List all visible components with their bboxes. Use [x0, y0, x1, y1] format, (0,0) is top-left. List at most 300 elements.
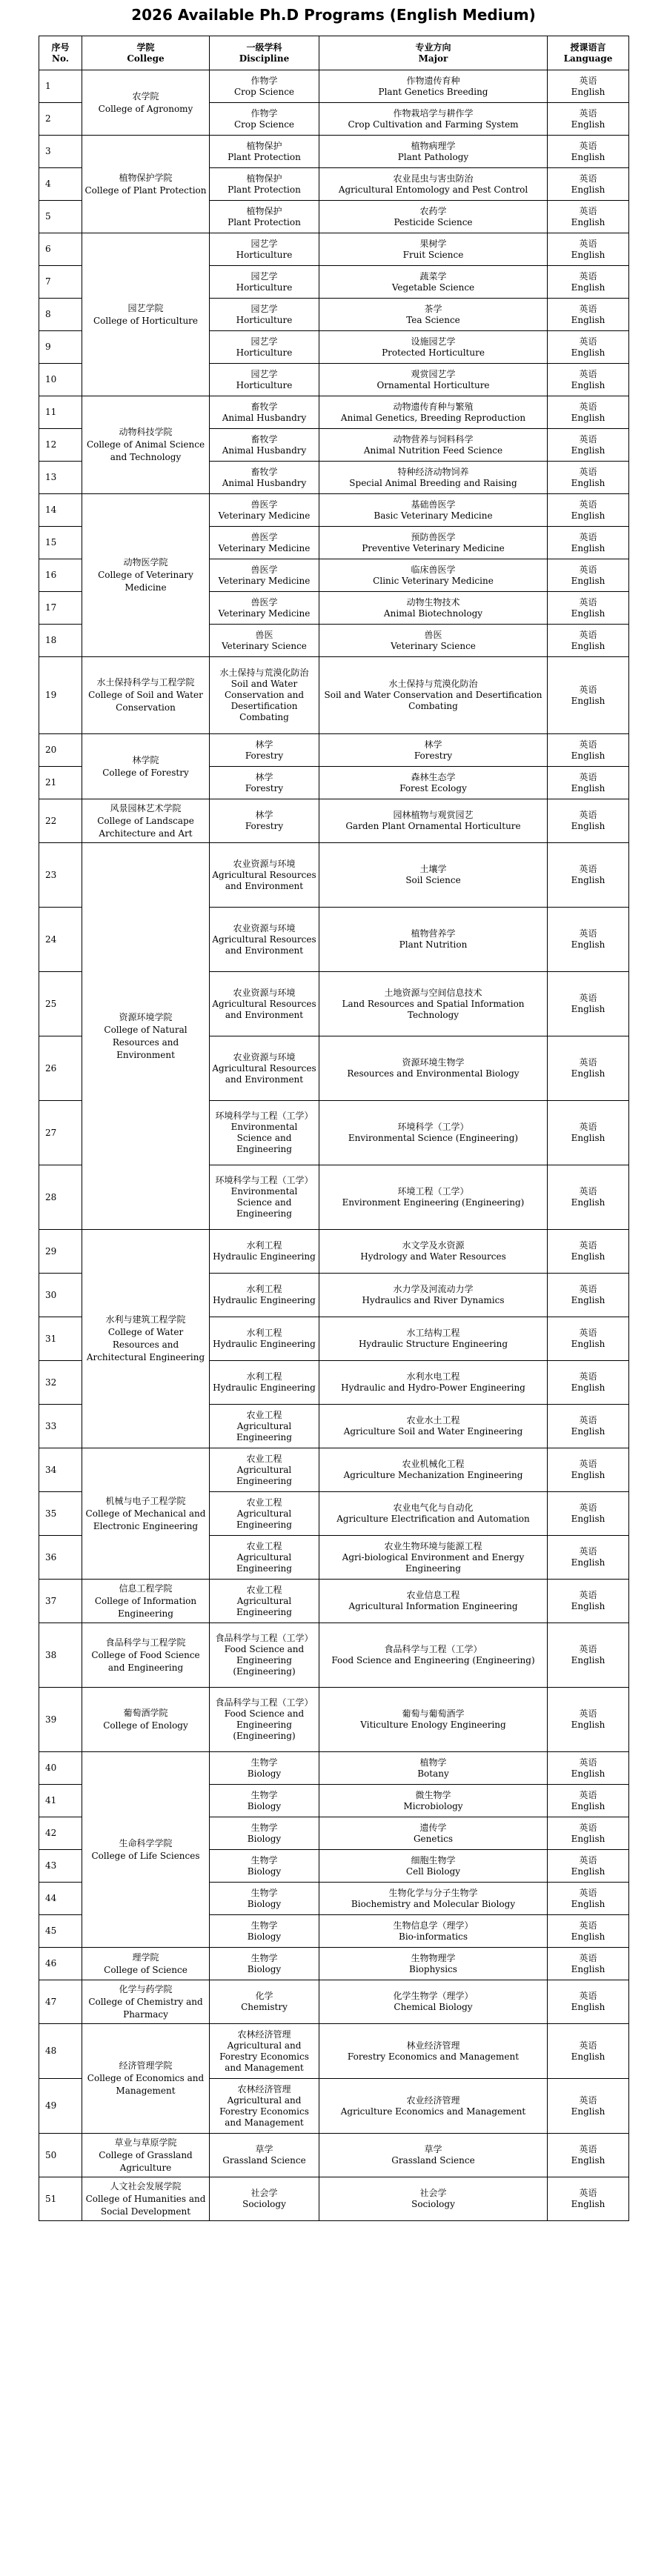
- row-number: 32: [39, 1361, 82, 1405]
- college-name-zh: 信息工程学院: [119, 1582, 173, 1594]
- header-language: [548, 36, 629, 70]
- college-name-zh: 资源环境学院: [119, 1011, 173, 1022]
- discipline-name-en: Agricultural Engineering: [236, 1464, 292, 1486]
- row-number: 15: [39, 527, 82, 559]
- discipline-name-zh: 兽医: [255, 629, 273, 640]
- discipline-name-zh: 农业工程: [246, 1540, 282, 1551]
- discipline-name-zh: 畜牧学: [250, 401, 278, 412]
- header-college-en: College: [127, 53, 165, 64]
- discipline-cell: [210, 299, 319, 331]
- language-cell: [548, 527, 629, 559]
- college-name-zh: 葡萄酒学院: [123, 1708, 168, 1718]
- language-cell: [548, 1361, 629, 1405]
- major-name-en: Botany: [417, 1768, 449, 1779]
- major-name-en: Veterinary Science: [391, 640, 476, 651]
- discipline-name-en: Horticulture: [236, 249, 293, 260]
- discipline-cell: [210, 559, 319, 592]
- discipline-name-en: Plant Protection: [228, 184, 301, 195]
- major-name-zh: 森林生态学: [411, 771, 456, 782]
- major-cell: [319, 1752, 548, 1785]
- discipline-cell: [210, 1623, 319, 1688]
- language-name-zh: 英语: [579, 810, 597, 820]
- language-cell: [548, 1165, 629, 1230]
- table-row: [39, 1580, 629, 1623]
- row-number: 36: [39, 1536, 82, 1580]
- major-name-en: Hydrology and Water Resources: [360, 1251, 506, 1262]
- college-name-en: College of Agronomy: [98, 103, 193, 114]
- major-cell: [319, 364, 548, 396]
- language-name-en: English: [571, 640, 605, 651]
- table-row: [39, 2177, 629, 2221]
- language-name-en: English: [571, 875, 605, 885]
- major-name-en: Grassland Science: [391, 2155, 475, 2166]
- table-row: [39, 1688, 629, 1752]
- discipline-name-zh: 水利工程: [246, 1284, 282, 1294]
- major-cell: [319, 1883, 548, 1915]
- language-cell: [548, 1688, 629, 1752]
- discipline-name-zh: 植物保护: [246, 173, 282, 184]
- discipline-name-zh: 生物学: [250, 1757, 278, 1768]
- language-cell: [548, 1101, 629, 1165]
- major-name-en: Biochemistry and Molecular Biology: [351, 1898, 516, 1909]
- college-name-zh: 机械与电子工程学院: [105, 1495, 186, 1506]
- major-cell: [319, 1817, 548, 1850]
- discipline-cell: [210, 1230, 319, 1274]
- language-name-en: English: [571, 608, 605, 619]
- table-row: [39, 396, 629, 429]
- header-major-zh: 专业方向: [415, 41, 451, 53]
- major-cell: [319, 799, 548, 843]
- discipline-name-zh: 农业工程: [246, 1584, 282, 1595]
- discipline-name-en: Environmental Science and Engineering: [230, 1186, 298, 1219]
- language-name-en: English: [571, 1720, 605, 1730]
- college-name-en: College of Economics and Management: [87, 2073, 205, 2096]
- major-name-zh: 预防兽医学: [411, 531, 456, 542]
- major-cell: [319, 201, 548, 233]
- major-cell: [319, 1036, 548, 1101]
- discipline-name-zh: 作物学: [250, 75, 278, 86]
- language-name-en: English: [571, 1601, 605, 1611]
- language-name-en: English: [571, 2155, 605, 2166]
- major-cell: [319, 1317, 548, 1361]
- language-cell: [548, 494, 629, 527]
- language-cell: [548, 972, 629, 1036]
- language-name-en: English: [571, 1197, 605, 1208]
- discipline-cell: [210, 2134, 319, 2177]
- major-cell: [319, 103, 548, 136]
- major-name-zh: 作物栽培学与耕作学: [393, 107, 474, 119]
- discipline-name-zh: 园艺学: [250, 368, 278, 379]
- major-cell: [319, 1274, 548, 1317]
- discipline-name-en: Sociology: [242, 2199, 286, 2209]
- discipline-name-zh: 生物学: [250, 1920, 278, 1931]
- major-cell: [319, 908, 548, 972]
- major-name-en: Agriculture Soil and Water Engineering: [343, 1426, 523, 1437]
- college-name-zh: 风景园林艺术学院: [110, 802, 182, 813]
- language-name-zh: 英语: [579, 1757, 597, 1768]
- discipline-cell: [210, 1817, 319, 1850]
- language-name-zh: 英语: [579, 205, 597, 216]
- discipline-name-zh: 水利工程: [246, 1328, 282, 1338]
- language-name-zh: 英语: [579, 303, 597, 314]
- language-name-en: English: [571, 1133, 605, 1143]
- major-cell: [319, 625, 548, 657]
- college-cell: [82, 1688, 210, 1752]
- major-name-zh: 基础兽医学: [411, 499, 456, 510]
- language-cell: [548, 1448, 629, 1492]
- discipline-cell: [210, 625, 319, 657]
- language-name-en: English: [571, 2051, 605, 2062]
- language-cell: [548, 1492, 629, 1536]
- discipline-name-en: Forestry: [245, 750, 284, 761]
- major-name-zh: 生物化学与分子生物学: [388, 1887, 478, 1898]
- language-name-zh: 英语: [579, 368, 597, 379]
- college-name-en: College of Grassland Agriculture: [99, 2149, 193, 2173]
- language-name-zh: 英语: [579, 466, 597, 477]
- language-name-en: English: [571, 1426, 605, 1437]
- row-number: 35: [39, 1492, 82, 1536]
- language-cell: [548, 1036, 629, 1101]
- language-name-en: English: [571, 939, 605, 950]
- discipline-cell: [210, 396, 319, 429]
- language-name-zh: 英语: [579, 270, 597, 282]
- college-name-en: College of Enology: [103, 1720, 188, 1731]
- discipline-name-en: Hydraulic Engineering: [213, 1251, 316, 1262]
- language-cell: [548, 396, 629, 429]
- major-name-en: Crop Cultivation and Farming System: [348, 119, 519, 130]
- row-number: 48: [39, 2024, 82, 2079]
- discipline-cell: [210, 1536, 319, 1580]
- major-name-en: Forestry Economics and Management: [347, 2051, 520, 2062]
- major-name-en: Agriculture Electrification and Automation: [336, 1514, 530, 1524]
- language-cell: [548, 1883, 629, 1915]
- discipline-name-en: Agricultural Engineering: [236, 1508, 292, 1530]
- college-name-zh: 生命科学学院: [119, 1837, 173, 1848]
- major-name-zh: 林学: [424, 739, 442, 750]
- major-cell: [319, 1850, 548, 1883]
- discipline-name-zh: 畜牧学: [250, 433, 278, 445]
- discipline-name-en: Biology: [247, 1866, 282, 1877]
- discipline-name-zh: 园艺学: [250, 270, 278, 282]
- major-name-en: Vegetable Science: [391, 282, 475, 293]
- discipline-name-zh: 畜牧学: [250, 466, 278, 477]
- row-number: 49: [39, 2079, 82, 2134]
- major-cell: [319, 299, 548, 331]
- discipline-name-zh: 园艺学: [250, 336, 278, 347]
- language-cell: [548, 799, 629, 843]
- major-cell: [319, 396, 548, 429]
- major-name-en: Bio-informatics: [399, 1931, 468, 1942]
- discipline-name-zh: 食品科学与工程（工学）: [215, 1697, 313, 1708]
- major-name-zh: 资源环境生物学: [402, 1057, 465, 1068]
- discipline-cell: [210, 2079, 319, 2134]
- discipline-cell: [210, 168, 319, 201]
- row-number: 19: [39, 657, 82, 734]
- table-row: [39, 2134, 629, 2177]
- discipline-name-zh: 林学: [255, 739, 273, 750]
- discipline-cell: [210, 657, 319, 734]
- major-name-zh: 水工结构工程: [406, 1328, 460, 1338]
- discipline-name-zh: 园艺学: [250, 303, 278, 314]
- language-cell: [548, 625, 629, 657]
- discipline-cell: [210, 462, 319, 494]
- table-row: [39, 233, 629, 266]
- discipline-cell: [210, 1036, 319, 1101]
- language-name-zh: 英语: [579, 1822, 597, 1833]
- major-name-zh: 土壤学: [419, 864, 447, 874]
- discipline-name-en: Veterinary Medicine: [218, 542, 311, 553]
- major-name-zh: 环境科学（工学）: [397, 1122, 469, 1132]
- major-cell: [319, 2177, 548, 2221]
- discipline-cell: [210, 1317, 319, 1361]
- language-cell: [548, 1405, 629, 1448]
- discipline-cell: [210, 1980, 319, 2024]
- language-cell: [548, 331, 629, 364]
- discipline-name-en: Horticulture: [236, 379, 293, 390]
- language-cell: [548, 1752, 629, 1785]
- language-cell: [548, 843, 629, 908]
- major-name-zh: 植物学: [419, 1757, 447, 1768]
- college-name-en: College of Food Science and Engineering: [91, 1649, 200, 1673]
- table-row: [39, 734, 629, 767]
- discipline-name-zh: 草学: [255, 2144, 273, 2154]
- college-name-en: College of Mechanical and Electronic Engineering: [85, 1508, 206, 1531]
- discipline-name-zh: 园艺学: [250, 238, 278, 249]
- major-name-en: Microbiology: [403, 1800, 463, 1811]
- major-name-zh: 土地资源与空间信息技术: [384, 987, 482, 998]
- language-cell: [548, 201, 629, 233]
- language-cell: [548, 233, 629, 266]
- major-name-en: Animal Genetics, Breeding Reproduction: [340, 412, 526, 423]
- college-name-zh: 水利与建筑工程学院: [105, 1314, 186, 1325]
- header-discipline-en: Discipline: [239, 53, 290, 64]
- language-name-en: English: [571, 216, 605, 227]
- language-name-zh: 英语: [579, 564, 597, 575]
- major-name-zh: 社会学: [419, 2188, 447, 2198]
- discipline-name-en: Agricultural and Forestry Economics and Management: [219, 2094, 309, 2128]
- table-row: [39, 136, 629, 168]
- language-name-zh: 英语: [579, 1502, 597, 1513]
- major-cell: [319, 2134, 548, 2177]
- college-name-zh: 农学院: [132, 90, 159, 101]
- major-cell: [319, 1948, 548, 1980]
- college-name-en: College of Animal Science and Technology: [86, 439, 205, 462]
- major-name-en: Biophysics: [409, 1963, 457, 1974]
- major-name-en: Fruit Science: [402, 249, 464, 260]
- discipline-cell: [210, 799, 319, 843]
- row-number: 50: [39, 2134, 82, 2177]
- discipline-cell: [210, 1165, 319, 1230]
- table-row: [39, 843, 629, 908]
- discipline-cell: [210, 734, 319, 767]
- major-name-en: Agri-biological Environment and Energy Engineering: [342, 1551, 525, 1574]
- major-name-zh: 观赏园艺学: [411, 368, 456, 379]
- major-name-zh: 动物生物技术: [406, 596, 460, 608]
- major-name-en: Clinic Veterinary Medicine: [373, 575, 494, 586]
- language-cell: [548, 1948, 629, 1980]
- language-name-zh: 英语: [579, 2188, 597, 2198]
- header-college: [82, 36, 210, 70]
- row-number: 10: [39, 364, 82, 396]
- major-name-zh: 农业经济管理: [406, 2094, 460, 2106]
- discipline-cell: [210, 1361, 319, 1405]
- row-number: 26: [39, 1036, 82, 1101]
- programs-table: [39, 36, 629, 2221]
- discipline-cell: [210, 1448, 319, 1492]
- row-number: 39: [39, 1688, 82, 1752]
- row-number: 38: [39, 1623, 82, 1688]
- discipline-name-en: Forestry: [245, 821, 284, 831]
- college-name-en: College of Chemistry and Pharmacy: [88, 1996, 203, 2020]
- major-cell: [319, 592, 548, 625]
- header-major-en: Major: [418, 53, 448, 64]
- discipline-name-en: Agricultural Resources and Environment: [212, 998, 316, 1020]
- major-name-en: Protected Horticulture: [382, 347, 485, 358]
- language-name-zh: 英语: [579, 1415, 597, 1425]
- language-name-zh: 英语: [579, 1284, 597, 1294]
- language-name-en: English: [571, 379, 605, 390]
- major-name-zh: 生物信息学（理学）: [393, 1920, 474, 1931]
- discipline-cell: [210, 1688, 319, 1752]
- major-cell: [319, 527, 548, 559]
- discipline-cell: [210, 331, 319, 364]
- discipline-name-en: Biology: [247, 1768, 282, 1779]
- major-name-zh: 农业生物环境与能源工程: [384, 1540, 482, 1551]
- language-name-en: English: [571, 1382, 605, 1393]
- language-name-zh: 英语: [579, 173, 597, 184]
- language-cell: [548, 2177, 629, 2221]
- discipline-name-en: Veterinary Medicine: [218, 608, 311, 619]
- language-cell: [548, 462, 629, 494]
- row-number: 28: [39, 1165, 82, 1230]
- row-number: 29: [39, 1230, 82, 1274]
- college-name-en: College of Horticulture: [93, 315, 199, 326]
- major-name-zh: 设施园艺学: [411, 336, 456, 347]
- college-name-zh: 园艺学院: [127, 302, 164, 313]
- major-name-zh: 林业经济管理: [406, 2040, 460, 2051]
- language-cell: [548, 1580, 629, 1623]
- discipline-name-en: Horticulture: [236, 347, 293, 358]
- language-name-en: English: [571, 184, 605, 195]
- major-cell: [319, 70, 548, 103]
- discipline-name-zh: 生物学: [250, 1887, 278, 1898]
- major-name-en: Plant Nutrition: [399, 939, 468, 950]
- discipline-name-zh: 环境科学与工程（工学）: [215, 1175, 313, 1185]
- major-cell: [319, 843, 548, 908]
- language-cell: [548, 2079, 629, 2134]
- language-name-zh: 英语: [579, 1590, 597, 1600]
- major-name-zh: 水文学及水资源: [402, 1240, 465, 1251]
- major-cell: [319, 1101, 548, 1165]
- row-number: 24: [39, 908, 82, 972]
- header-no-zh: 序号: [51, 41, 70, 53]
- major-cell: [319, 494, 548, 527]
- row-number: 31: [39, 1317, 82, 1361]
- major-name-zh: 农业机械化工程: [402, 1459, 465, 1469]
- language-name-zh: 英语: [579, 1459, 597, 1469]
- discipline-name-zh: 生物学: [250, 1789, 278, 1800]
- row-number: 42: [39, 1817, 82, 1850]
- college-name-zh: 经济管理学院: [119, 2060, 173, 2071]
- college-name-en: College of Soil and Water Conservation: [88, 690, 203, 713]
- major-cell: [319, 1448, 548, 1492]
- language-name-zh: 英语: [579, 2094, 597, 2106]
- major-name-zh: 农业昆虫与害虫防治: [393, 173, 474, 184]
- language-cell: [548, 657, 629, 734]
- language-name-zh: 英语: [579, 928, 597, 939]
- college-name-zh: 动物科技学院: [119, 427, 173, 437]
- discipline-name-en: Animal Husbandry: [222, 445, 307, 456]
- language-cell: [548, 767, 629, 799]
- major-name-en: Environment Engineering (Engineering): [342, 1197, 525, 1208]
- language-name-zh: 英语: [579, 684, 597, 695]
- table-row: [39, 1623, 629, 1688]
- college-name-en: College of Humanities and Social Development: [85, 2193, 206, 2217]
- row-number: 2: [39, 103, 82, 136]
- language-name-en: English: [571, 347, 605, 358]
- header-college-zh: 学院: [136, 41, 155, 53]
- discipline-cell: [210, 908, 319, 972]
- discipline-name-zh: 兽医学: [250, 531, 278, 542]
- discipline-name-zh: 农业资源与环境: [233, 922, 296, 933]
- major-name-zh: 农业水土工程: [406, 1415, 460, 1425]
- header-discipline: [210, 36, 319, 70]
- language-cell: [548, 592, 629, 625]
- major-name-zh: 生物物理学: [411, 1952, 456, 1963]
- row-number: 7: [39, 266, 82, 299]
- language-name-zh: 英语: [579, 1122, 597, 1132]
- major-name-en: Agriculture Economics and Management: [340, 2106, 526, 2117]
- language-name-en: English: [571, 282, 605, 293]
- row-number: 5: [39, 201, 82, 233]
- discipline-cell: [210, 233, 319, 266]
- discipline-name-zh: 农业资源与环境: [233, 987, 296, 998]
- discipline-name-en: Agricultural Resources and Environment: [212, 1062, 316, 1085]
- discipline-name-zh: 水利工程: [246, 1240, 282, 1251]
- language-cell: [548, 103, 629, 136]
- page-title: 2026 Available Ph.D Programs (English Medium): [131, 6, 536, 24]
- discipline-cell: [210, 103, 319, 136]
- discipline-name-zh: 水利工程: [246, 1371, 282, 1382]
- major-name-en: Animal Nutrition Feed Science: [363, 445, 503, 456]
- major-cell: [319, 972, 548, 1036]
- row-number: 3: [39, 136, 82, 168]
- major-cell: [319, 657, 548, 734]
- major-name-zh: 农业信息工程: [406, 1590, 460, 1600]
- college-cell: [82, 843, 210, 1230]
- discipline-name-en: Crop Science: [233, 86, 295, 97]
- language-name-zh: 英语: [579, 75, 597, 86]
- discipline-name-en: Hydraulic Engineering: [213, 1339, 316, 1349]
- major-name-en: Agricultural Entomology and Pest Control: [338, 184, 528, 195]
- row-number: 43: [39, 1850, 82, 1883]
- major-name-en: Cell Biology: [405, 1866, 461, 1877]
- row-number: 17: [39, 592, 82, 625]
- language-name-zh: 英语: [579, 1057, 597, 1068]
- discipline-name-en: Crop Science: [233, 119, 295, 130]
- row-number: 45: [39, 1915, 82, 1948]
- language-name-zh: 英语: [579, 1854, 597, 1866]
- major-cell: [319, 1492, 548, 1536]
- major-cell: [319, 1980, 548, 2024]
- major-name-zh: 农业电气化与自动化: [393, 1502, 474, 1513]
- college-cell: [82, 2134, 210, 2177]
- discipline-name-zh: 林学: [255, 771, 273, 782]
- language-cell: [548, 2024, 629, 2079]
- discipline-cell: [210, 266, 319, 299]
- major-name-en: Tea Science: [406, 314, 460, 325]
- major-name-zh: 植物营养学: [411, 928, 456, 939]
